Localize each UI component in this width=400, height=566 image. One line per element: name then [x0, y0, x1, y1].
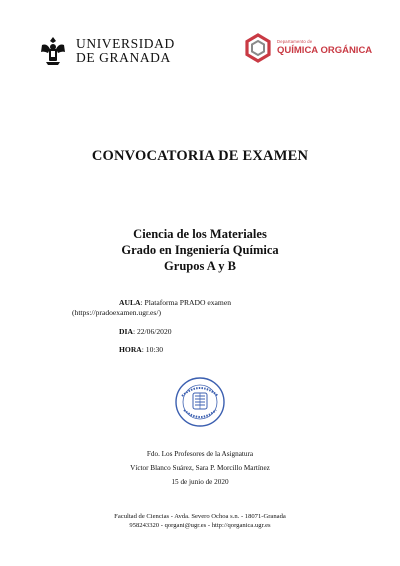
- university-crest-icon: [38, 35, 68, 67]
- hora-line: [119, 345, 163, 354]
- hexagon-molecule-icon: [243, 33, 273, 63]
- dia-line: [119, 327, 172, 336]
- hora-value: : 10:30: [141, 345, 164, 354]
- department-name: QUÍMICA ORGÁNICA: [277, 45, 373, 56]
- department-label: Departamento de: [277, 39, 313, 44]
- signature-line: Fdo. Los Profesores de la Asignatura: [146, 450, 254, 458]
- hora-label: HORA: [119, 345, 142, 354]
- university-name: [76, 37, 175, 65]
- department-logo: [243, 33, 373, 65]
- signature-date: 15 de junio de 2020: [171, 478, 229, 486]
- groups: Grupos A y B: [164, 259, 236, 273]
- degree-name: Grado en Ingeniería Química: [121, 243, 279, 257]
- subject-name: Ciencia de los Materiales: [133, 227, 267, 241]
- course-block: [0, 226, 400, 274]
- footer-contact: 958243320 - qorgani@ugr.es - http://qorganica.ugr.es: [129, 522, 271, 529]
- aula-url: (https://pradoexamen.ugr.es/): [72, 308, 161, 317]
- university-logo: [38, 35, 175, 67]
- aula-label: AULA: [119, 298, 141, 307]
- university-name-line1: UNIVERSIDAD: [76, 36, 175, 51]
- dia-label: DIA: [119, 327, 133, 336]
- footer-address: Facultad de Ciencias - Avda. Severo Ochoa s.n. - 18071-Granada: [114, 513, 286, 520]
- dia-value: : 22/06/2020: [132, 327, 172, 336]
- professors-names: Víctor Blanco Suárez, Sara P. Morcillo Martínez: [130, 464, 270, 472]
- aula-line: [119, 298, 231, 307]
- aula-value: : Plataforma PRADO examen: [140, 298, 232, 307]
- department-stamp: [174, 376, 226, 428]
- university-name-line2: DE GRANADA: [76, 50, 171, 65]
- document-title: CONVOCATORIA DE EXAMEN: [91, 148, 309, 164]
